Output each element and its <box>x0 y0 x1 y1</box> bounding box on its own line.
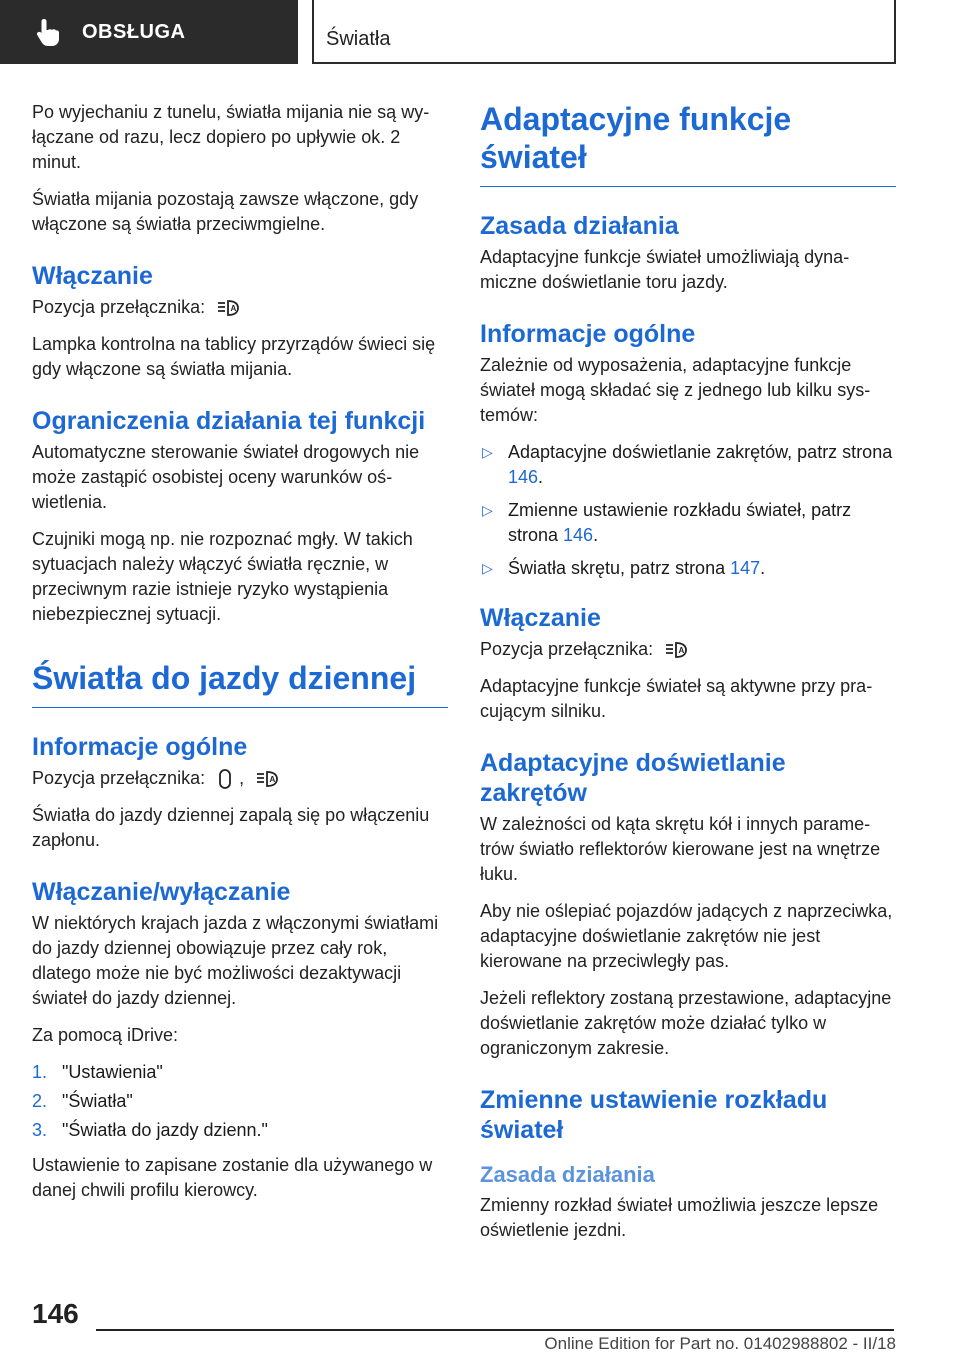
heading-zasada: Zasada działania <box>480 212 679 240</box>
switch-position-line <box>32 766 448 791</box>
triangle-bullet-icon: ▷ <box>482 502 493 518</box>
list-item: 1. "Ustawienia" <box>32 1062 163 1083</box>
idrive-steps <box>32 1060 448 1143</box>
heading-info: Informacje ogólne <box>32 733 248 761</box>
heading-zasada-2: Zasada działania <box>480 1162 655 1187</box>
heading-wlaczanie: Włączanie <box>480 604 601 632</box>
list-item: ▷ Światła skrętu, patrz strona 147. <box>480 556 896 581</box>
triangle-bullet-icon: ▷ <box>482 444 493 460</box>
switch-position-line <box>480 637 896 662</box>
paragraph: Ustawienie to zapisane zostanie dla używanego w danej chwili profilu kierowcy. <box>32 1155 433 1201</box>
switch-position-label: Pozycja przełącznika: <box>32 297 206 317</box>
page-link[interactable]: 147 <box>730 558 761 578</box>
page-link[interactable]: 146 <box>508 467 539 487</box>
switch-off-icon <box>216 767 234 791</box>
svg-text:A: A <box>269 775 276 785</box>
switch-position-label: Pozycja przełącznika: <box>32 768 206 788</box>
footer-divider <box>96 1329 894 1331</box>
heading-curve-light: Adaptacyjne doświetlanie zakrętów <box>480 749 786 807</box>
heading-wlaczanie: Włączanie <box>32 262 153 290</box>
page-number: 146 <box>32 1298 79 1329</box>
heading-variable-light: Zmienne ustawienie rozkładu świateł <box>480 1086 828 1144</box>
footer-edition: Online Edition for Part no. 01402988802 - II/18 <box>544 1334 896 1353</box>
comma: , <box>239 768 245 788</box>
switch-position-label: Pozycja przełącznika: <box>480 639 654 659</box>
list-item: 2. "Światła" <box>32 1091 133 1112</box>
paragraph: Adaptacyjne funkcje świateł są aktywne przy pracującym silniku. <box>480 676 873 721</box>
heading-afl: Adaptacyjne funkcje świateł <box>480 100 896 187</box>
paragraph: Adaptacyjne funkcje świateł umożliwiają dynamiczne doświetlanie toru jazdy. <box>480 247 850 292</box>
paragraph: Światła do jazdy dziennej zapalą się po włączeniu zapłonu. <box>32 805 430 851</box>
paragraph: Jeżeli reflektory zostaną przestawione, adaptacyjne doświetlanie zakrętów może działać tylko w ograniczonym zakresie. <box>480 988 892 1058</box>
heading-drl: Światła do jazdy dziennej <box>32 659 448 708</box>
header-title-box <box>312 0 896 64</box>
heading-ograniczenia: Ograniczenia działania tej funkcji <box>32 407 426 435</box>
auto-headlight-icon <box>216 297 242 319</box>
heading-onoff: Włączanie/wyłączanie <box>32 878 291 907</box>
list-item: ▷ Zmienne ustawienie rozkładu świateł, patrz strona 146. <box>482 500 852 545</box>
hand-pointer-icon <box>34 17 62 47</box>
svg-text:A: A <box>230 304 237 314</box>
svg-text:A: A <box>678 646 685 656</box>
systems-list <box>480 440 896 581</box>
auto-headlight-icon <box>664 639 690 661</box>
left-column <box>32 100 448 1215</box>
list-item: ▷ Adaptacyjne doświetlanie zakrętów, patrz strona 146. <box>482 442 893 487</box>
paragraph: W niektórych krajach jazda z włączonymi światłami do jazdy dziennej obowiązuje przez cały rok, dlatego może nie być możliwości dezaktywacji świateł do jazdy dziennej. <box>32 913 439 1009</box>
paragraph: W zależności od kąta skrętu kół i innych parametrów światło reflektorów kierowane jest na wnętrze łuku. <box>480 814 881 884</box>
section-name: OBSŁUGA <box>82 20 186 43</box>
triangle-bullet-icon: ▷ <box>482 560 493 576</box>
heading-info: Informacje ogólne <box>480 320 696 348</box>
paragraph: Czujniki mogą np. nie rozpoznać mgły. W takich sytuacjach należy włączyć światła ręcznie, w przeciwnym razie istnieje ryzyko wystąpienia niebezpiecznej sytuacji. <box>32 529 413 624</box>
paragraph: Lampka kontrolna na tablicy przyrządów świeci się gdy włączone są światła mijania. <box>32 334 436 379</box>
right-column <box>480 100 896 1255</box>
paragraph: Automatyczne sterowanie świateł drogowych nie może zastąpić osobistej oceny warunków oświetlenia. <box>32 442 420 512</box>
auto-headlight-icon <box>255 768 281 790</box>
paragraph: Zależnie od wyposażenia, adaptacyjne funkcje świateł mogą składać się z jednego lub kilku systemów: <box>480 355 871 425</box>
paragraph: Za pomocą iDrive: <box>32 1025 179 1046</box>
paragraph: Światła mijania pozostają zawsze włączone, gdy włączone są światła przeciwmgielne. <box>32 189 419 234</box>
switch-position-line <box>32 295 448 320</box>
header-section-tab <box>0 0 298 64</box>
page-link[interactable]: 146 <box>563 525 594 545</box>
paragraph: Po wyjechaniu z tunelu, światła mijania nie są wyłączane od razu, lecz dopiero po upływie ok. 2 minut. <box>32 102 430 172</box>
paragraph: Zmienny rozkład świateł umożliwia jeszcze lepsze oświetlenie jezdni. <box>480 1195 879 1240</box>
chapter-title: Światła <box>326 28 391 50</box>
paragraph: Aby nie oślepiać pojazdów jadących z naprzeciwka, adaptacyjne doświetlanie zakrętów nie jest kierowane na przeciwległy pas. <box>480 901 893 971</box>
list-item: 3. "Światła do jazdy dzienn." <box>32 1120 268 1141</box>
